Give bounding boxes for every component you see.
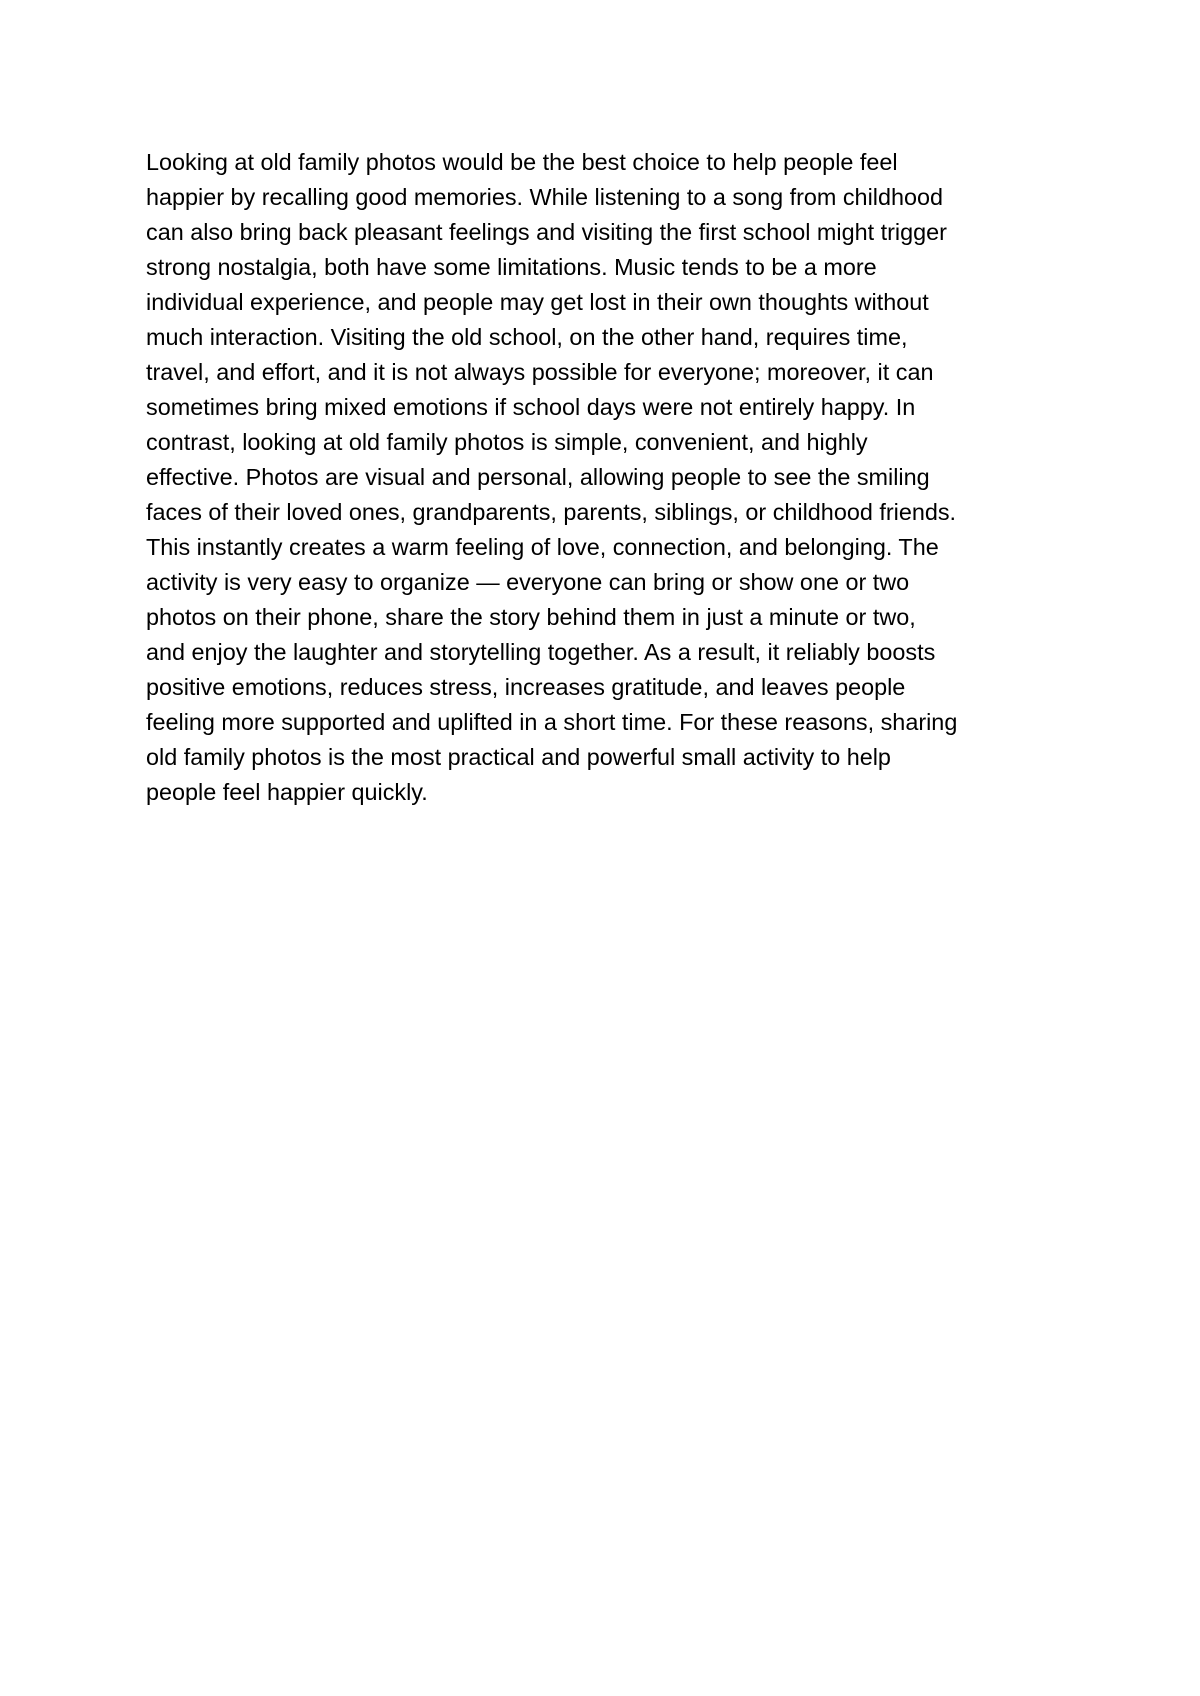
body-paragraph (146, 145, 1066, 810)
paragraph-line: old family photos is the most practical and powerful small activity to help (146, 744, 891, 770)
paragraph-line: effective. Photos are visual and personal, allowing people to see the smiling (146, 464, 930, 490)
paragraph-line: contrast, looking at old family photos is simple, convenient, and highly (146, 429, 868, 455)
paragraph-line: individual experience, and people may get lost in their own thoughts without (146, 289, 929, 315)
paragraph-line: and enjoy the laughter and storytelling together. As a result, it reliably boosts (146, 639, 936, 665)
paragraph-line: Looking at old family photos would be the best choice to help people feel (146, 149, 898, 175)
paragraph-line: people feel happier quickly. (146, 779, 428, 805)
paragraph-line: can also bring back pleasant feelings and visiting the first school might trigger (146, 219, 947, 245)
paragraph-line: activity is very easy to organize — everyone can bring or show one or two (146, 569, 910, 595)
paragraph-line: happier by recalling good memories. While listening to a song from childhood (146, 184, 944, 210)
paragraph-line: This instantly creates a warm feeling of love, connection, and belonging. The (146, 534, 939, 560)
paragraph-line: positive emotions, reduces stress, increases gratitude, and leaves people (146, 674, 906, 700)
paragraph-line: travel, and effort, and it is not always possible for everyone; moreover, it can (146, 359, 934, 385)
paragraph-line: much interaction. Visiting the old school, on the other hand, requires time, (146, 324, 908, 350)
paragraph-line: strong nostalgia, both have some limitations. Music tends to be a more (146, 254, 877, 280)
paragraph-line: faces of their loved ones, grandparents, parents, siblings, or childhood friends. (146, 499, 957, 525)
paragraph-line: sometimes bring mixed emotions if school days were not entirely happy. In (146, 394, 916, 420)
paragraph-line: photos on their phone, share the story behind them in just a minute or two, (146, 604, 916, 630)
paragraph-line: feeling more supported and uplifted in a short time. For these reasons, sharing (146, 709, 958, 735)
